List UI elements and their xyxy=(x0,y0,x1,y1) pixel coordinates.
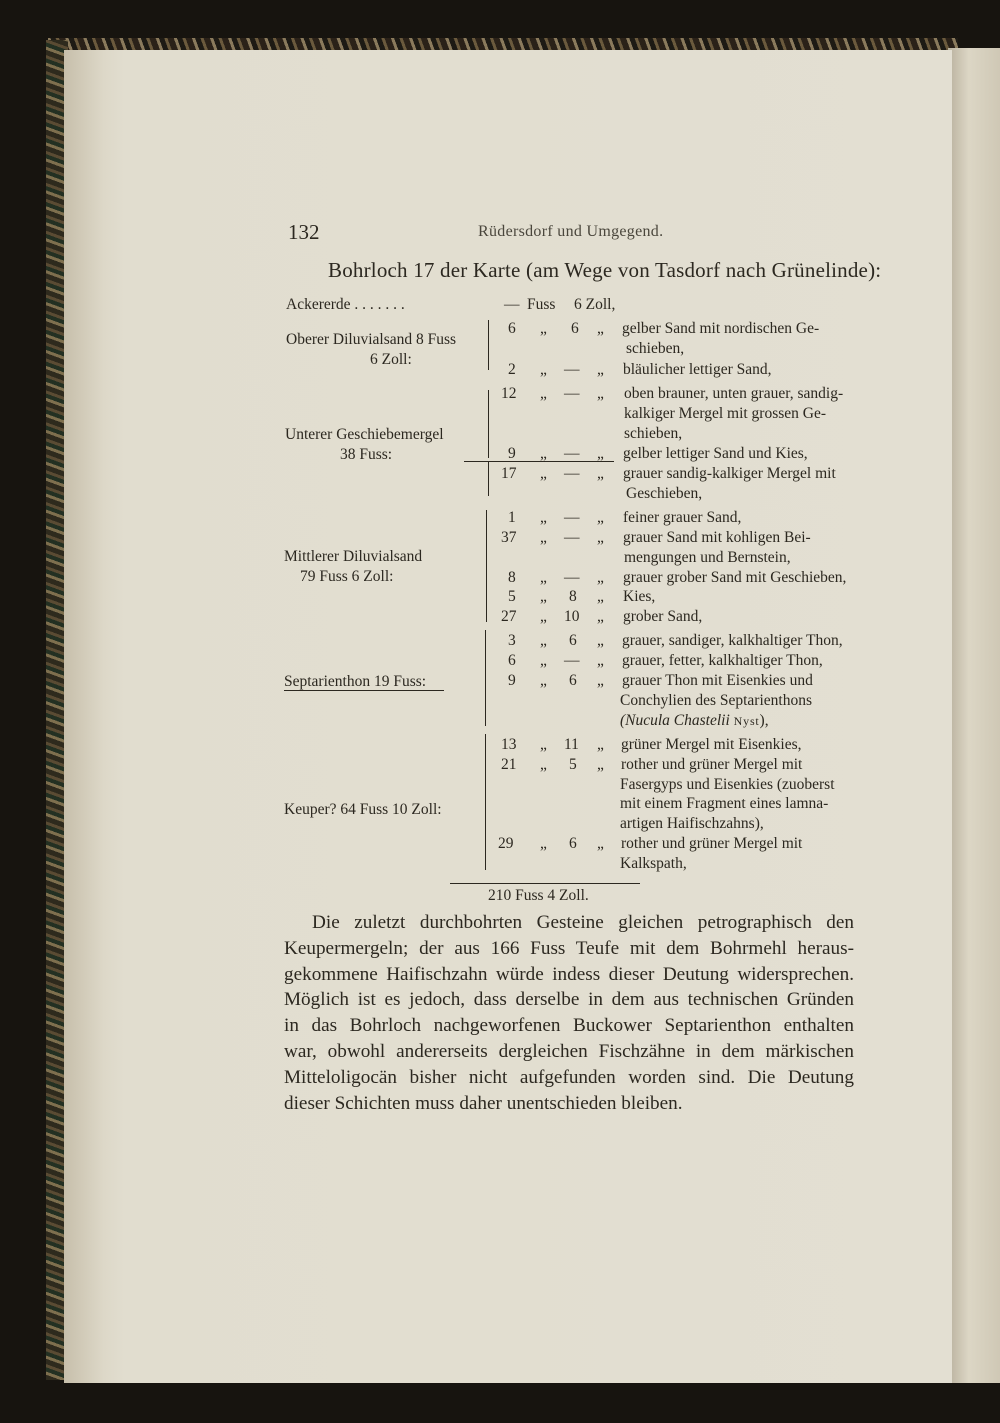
row-inches: — xyxy=(564,652,580,669)
row-ditto: „ xyxy=(597,320,604,337)
topsoil-label: Ackererde . . . . . . . xyxy=(286,296,405,313)
row-feet: 2 xyxy=(508,361,516,378)
table-heading: Bohrloch 17 der Karte (am Wege von Tasdorf nach Grünelinde): xyxy=(328,258,882,282)
row-ditto: „ xyxy=(540,652,547,669)
paragraph-line: Mitteloligocän bisher nicht aufgefunden worden sind. Die Deutung xyxy=(284,1066,854,1088)
row-feet: 17 xyxy=(501,465,517,482)
divider-rule xyxy=(464,461,614,462)
row-description-cont: Kalkspath, xyxy=(620,855,687,872)
row-ditto: „ xyxy=(597,588,604,605)
group-label-oberer-2: 6 Zoll: xyxy=(370,351,412,368)
row-description-cont: Conchylien des Septarienthons xyxy=(620,692,812,709)
row-ditto: „ xyxy=(540,509,547,526)
row-inches: — xyxy=(564,509,580,526)
row-feet: 27 xyxy=(501,608,517,625)
row-description: gelber lettiger Sand und Kies, xyxy=(623,445,808,462)
row-ditto: „ xyxy=(540,529,547,546)
row-description: grauer Thon mit Eisenkies und xyxy=(622,672,813,689)
row-feet: 8 xyxy=(508,569,516,586)
row-ditto: „ xyxy=(597,465,604,482)
septarienthon-underline xyxy=(284,690,444,691)
row-ditto: „ xyxy=(540,361,547,378)
row-feet: 9 xyxy=(508,445,516,462)
row-inches: — xyxy=(564,569,580,586)
row-feet: 3 xyxy=(508,632,516,649)
brace-mittlerer xyxy=(486,510,493,622)
row-inches: 8 xyxy=(569,588,577,605)
row-ditto: „ xyxy=(597,736,604,753)
topsoil-zoll: 6 Zoll, xyxy=(574,296,616,313)
group-label-mittlerer-2: 79 Fuss 6 Zoll: xyxy=(300,568,394,585)
row-feet: 21 xyxy=(501,756,517,773)
row-ditto: „ xyxy=(540,588,547,605)
group-label-unterer-2: 38 Fuss: xyxy=(340,446,393,463)
row-description-cont: Fasergyps und Eisenkies (zuoberst xyxy=(620,776,835,793)
row-inches: 6 xyxy=(571,320,579,337)
row-inches: 11 xyxy=(564,736,579,753)
row-inches: 10 xyxy=(564,608,580,625)
row-feet: 6 xyxy=(508,320,516,337)
row-description: grauer, fetter, kalkhaltiger Thon, xyxy=(622,652,823,669)
row-feet: 37 xyxy=(501,529,517,546)
row-ditto: „ xyxy=(597,509,604,526)
row-ditto: „ xyxy=(597,672,604,689)
row-ditto: „ xyxy=(540,756,547,773)
row-ditto: „ xyxy=(540,385,547,402)
row-inches: 6 xyxy=(569,835,577,852)
row-ditto: „ xyxy=(540,672,547,689)
topsoil-fuss: Fuss xyxy=(527,296,556,313)
row-ditto: „ xyxy=(540,835,547,852)
row-description: oben brauner, unten grauer, sandig- xyxy=(624,385,844,402)
row-inches: — xyxy=(564,529,580,546)
row-ditto: „ xyxy=(597,652,604,669)
row-ditto: „ xyxy=(540,569,547,586)
brace-septarienthon xyxy=(485,630,492,726)
row-ditto: „ xyxy=(597,608,604,625)
row-description-cont: Geschieben, xyxy=(626,485,703,502)
row-inches: — xyxy=(564,361,580,378)
row-description-cont: schieben, xyxy=(624,425,683,442)
row-ditto: „ xyxy=(597,361,604,378)
row-ditto: „ xyxy=(597,529,604,546)
row-feet: 9 xyxy=(508,672,516,689)
brace-unterer xyxy=(488,390,495,458)
total-depth: 210 Fuss 4 Zoll. xyxy=(488,887,589,904)
paragraph-line: Keupermergeln; der aus 166 Fuss Teufe mit dem Bohrmehl heraus- xyxy=(284,937,854,959)
group-label-keuper: Keuper? 64 Fuss 10 Zoll: xyxy=(284,801,442,818)
row-inches: 6 xyxy=(569,632,577,649)
row-ditto: „ xyxy=(540,608,547,625)
paragraph-line: Die zuletzt durchbohrten Gesteine gleichen petrographisch den xyxy=(312,912,854,933)
brace-keuper xyxy=(485,734,492,870)
row-ditto: „ xyxy=(597,632,604,649)
row-inches: — xyxy=(564,465,580,482)
row-ditto: „ xyxy=(597,569,604,586)
running-title: Rüdersdorf und Umgegend. xyxy=(478,223,664,240)
brace-oberer xyxy=(488,320,495,370)
row-description: bläulicher lettiger Sand, xyxy=(623,361,772,378)
row-description-cont: mit einem Fragment eines lamna- xyxy=(620,795,829,812)
row-description-cont: kalkiger Mergel mit grossen Ge- xyxy=(624,405,827,422)
topsoil-dash: — xyxy=(504,296,520,313)
row-ditto: „ xyxy=(540,736,547,753)
row-description: gelber Sand mit nordischen Ge- xyxy=(622,320,820,337)
body-paragraph xyxy=(284,910,854,1116)
adjacent-page-edge xyxy=(948,48,1000,1383)
row-ditto: „ xyxy=(540,320,547,337)
row-description: grober Sand, xyxy=(623,608,703,625)
paragraph-line: Möglich ist es jedoch, dass derselbe in dem aus technischen Gründen xyxy=(284,989,854,1011)
paragraph-line: in das Bohrloch nachgeworfenen Buckower Septarienthon enthalten xyxy=(284,1015,854,1037)
paragraph-line: gekommene Haifischzahn würde indess dieser Deutung widersprechen. xyxy=(284,963,854,985)
page-number: 132 xyxy=(288,220,320,244)
row-feet: 13 xyxy=(501,736,517,753)
row-ditto: „ xyxy=(540,465,547,482)
row-feet: 12 xyxy=(501,385,517,402)
row-feet: 6 xyxy=(508,652,516,669)
group-label-oberer: Oberer Diluvialsand 8 Fuss xyxy=(286,331,457,348)
row-description-cont: mengungen und Bernstein, xyxy=(624,549,791,566)
species-close: ), xyxy=(759,712,769,729)
row-description: grauer Sand mit kohligen Bei- xyxy=(623,529,811,546)
row-description: grauer, sandiger, kalkhaltiger Thon, xyxy=(622,632,843,649)
row-ditto: „ xyxy=(540,632,547,649)
book-page xyxy=(64,50,952,1383)
row-inches: — xyxy=(564,445,580,462)
paragraph-line: dieser Schichten muss daher unentschieden bleiben. xyxy=(284,1092,683,1114)
row-ditto: „ xyxy=(597,756,604,773)
row-feet: 29 xyxy=(498,835,514,852)
species-author: Nyst xyxy=(733,714,760,728)
row-description-cont: schieben, xyxy=(626,340,685,357)
row-feet: 5 xyxy=(508,588,516,605)
group-label-mittlerer: Mittlerer Diluvialsand xyxy=(284,548,423,565)
group-label-unterer: Unterer Geschiebemergel xyxy=(285,426,444,443)
row-description: grauer sandig-kalkiger Mergel mit xyxy=(623,465,836,482)
row-description-cont xyxy=(620,712,769,730)
paragraph-line: war, obwohl andererseits dergleichen Fischzähne in dem märkischen xyxy=(284,1040,854,1062)
row-description: grauer grober Sand mit Geschieben, xyxy=(623,569,847,586)
row-description: rother und grüner Mergel mit xyxy=(621,756,803,773)
row-ditto: „ xyxy=(597,445,604,462)
row-description: rother und grüner Mergel mit xyxy=(621,835,803,852)
row-ditto: „ xyxy=(597,835,604,852)
row-feet: 1 xyxy=(508,509,516,526)
brace-unterer-lower xyxy=(488,462,495,496)
row-description-cont: artigen Haifischzahns), xyxy=(620,815,764,832)
total-rule xyxy=(450,883,640,884)
group-label-septarienthon: Septarienthon 19 Fuss: xyxy=(284,673,427,690)
species-name: (Nucula Chastelii xyxy=(620,712,730,729)
row-inches: — xyxy=(564,385,580,402)
row-description: feiner grauer Sand, xyxy=(623,509,742,526)
row-inches: 6 xyxy=(569,672,577,689)
row-ditto: „ xyxy=(597,385,604,402)
row-description: Kies, xyxy=(623,588,656,605)
row-inches: 5 xyxy=(569,756,577,773)
row-description: grüner Mergel mit Eisenkies, xyxy=(621,736,802,753)
row-ditto: „ xyxy=(540,445,547,462)
